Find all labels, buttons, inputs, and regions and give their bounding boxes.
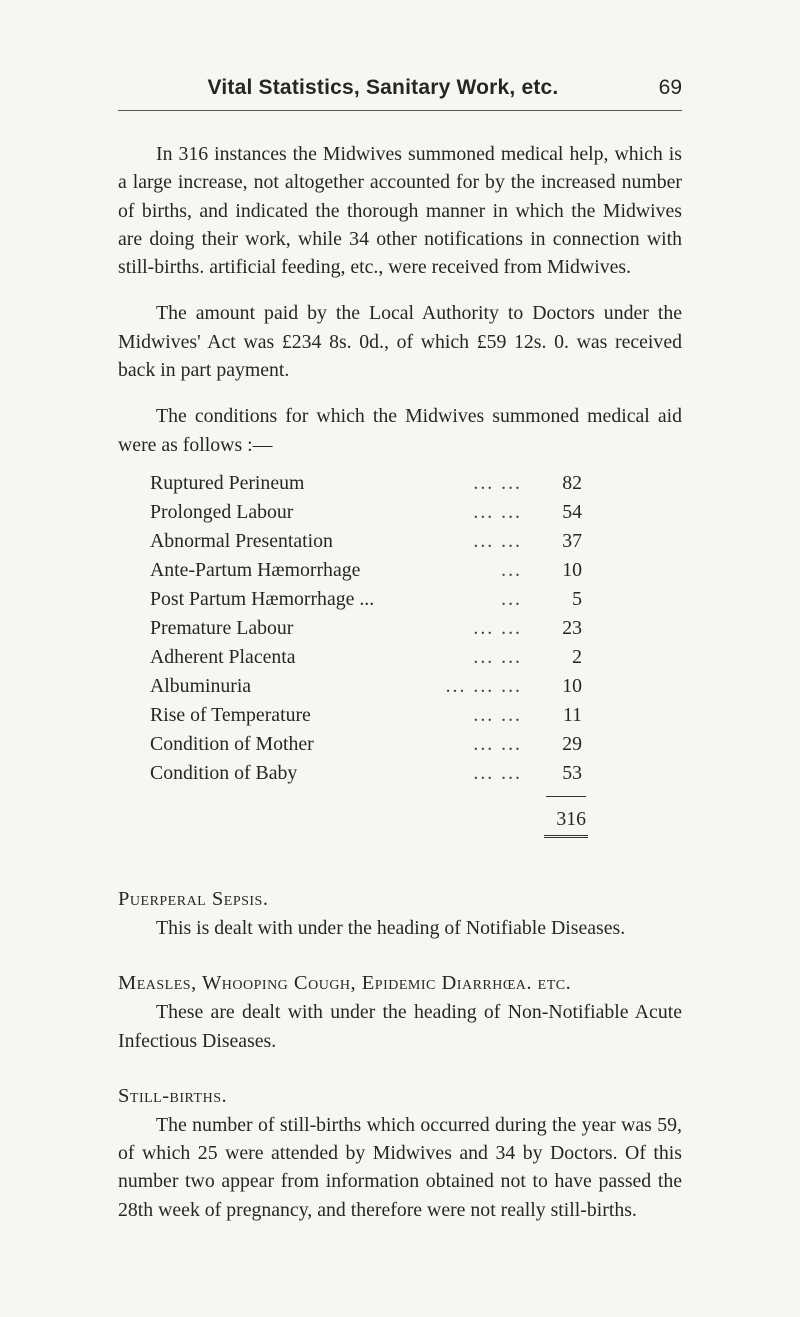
condition-value: 29 [562,732,582,755]
condition-label: Prolonged Labour [150,500,294,523]
paragraph-conditions-intro: The conditions for which the Midwives summoned medical aid were as follows :— [118,405,682,456]
paragraph-midwives-help: In 316 instances the Midwives summoned medical help, which is a large increase, not altogether accounted for by the increased number of births, and indicated the thorough manner in which the Midwives are doing their work, while 34 other notifications in connection with still-births. artificial feeding, etc., were received from Midwives. [118,143,682,279]
condition-value: 37 [562,529,582,552]
condition-label: Ante-Partum Hæmorrhage [150,558,361,581]
table-row [150,614,582,643]
page-header [118,76,682,114]
condition-value: 11 [562,703,582,726]
table-row [150,585,582,614]
leader-dots: ... [501,558,522,581]
table-row [150,469,582,498]
conditions-table [150,469,586,840]
leader-dots: ... [501,587,522,610]
condition-label: Condition of Baby [150,761,298,784]
condition-value: 53 [562,761,582,784]
page-number: 69 [658,76,682,99]
section-heading-still-births: Still-births. [118,1084,228,1107]
section-body-still-births: The number of still-births which occurred during the year was 59, of which 25 were attended by Midwives and 34 by Doctors. Of this number two appear from information obtained not to have passed the 28th week of pregnancy, and therefore were not really still-births. [118,1113,682,1221]
table-row [150,643,582,672]
leader-dots: ... ... [473,471,522,494]
total-rule [546,796,586,797]
condition-value: 2 [572,645,582,668]
condition-label: Post Partum Hæmorrhage ... [150,587,375,610]
header-rule [118,110,682,111]
condition-label: Abnormal Presentation [150,529,333,552]
section-body-puerperal-sepsis: This is dealt with under the heading of Notifiable Diseases. [156,916,626,939]
condition-value: 82 [562,471,582,494]
condition-label: Ruptured Perineum [150,471,305,494]
condition-label: Rise of Temperature [150,703,311,726]
leader-dots: ... ... ... [445,674,522,697]
section-heading-puerperal-sepsis: Puerperal Sepsis. [118,887,269,910]
paragraph-amount-paid: The amount paid by the Local Authority to Doctors under the Midwives' Act was £234 8s. 0d., of which £59 12s. 0. was received back in part payment. [118,302,682,382]
table-row [150,759,582,788]
leader-dots: ... ... [473,732,522,755]
leader-dots: ... ... [473,500,522,523]
table-row [150,527,582,556]
leader-dots: ... ... [473,761,522,784]
condition-value: 5 [572,587,582,610]
condition-value: 54 [562,500,582,523]
table-row [150,672,582,701]
table-row [150,701,582,730]
running-title: Vital Statistics, Sanitary Work, etc. [207,76,559,99]
condition-label: Adherent Placenta [150,645,296,668]
leader-dots: ... ... [473,645,522,668]
table-row [150,556,582,585]
table-row [150,730,582,759]
condition-value: 10 [562,558,582,581]
condition-value: 10 [562,674,582,697]
condition-value: 23 [562,616,582,639]
condition-label: Premature Labour [150,616,294,639]
condition-label: Condition of Mother [150,732,314,755]
total-underline [544,835,588,840]
leader-dots: ... ... [473,529,522,552]
section-heading-measles: Measles, Whooping Cough, Epidemic Diarrhœa. etc. [118,972,572,995]
leader-dots: ... ... [473,616,522,639]
section-body-measles: These are dealt with under the heading of Non-Notifiable Acute Infectious Diseases. [118,1001,682,1052]
leader-dots: ... ... [473,703,522,726]
page-body [118,140,682,1224]
table-row [150,498,582,527]
condition-label: Albuminuria [150,674,252,697]
total-value: 316 [556,807,586,830]
